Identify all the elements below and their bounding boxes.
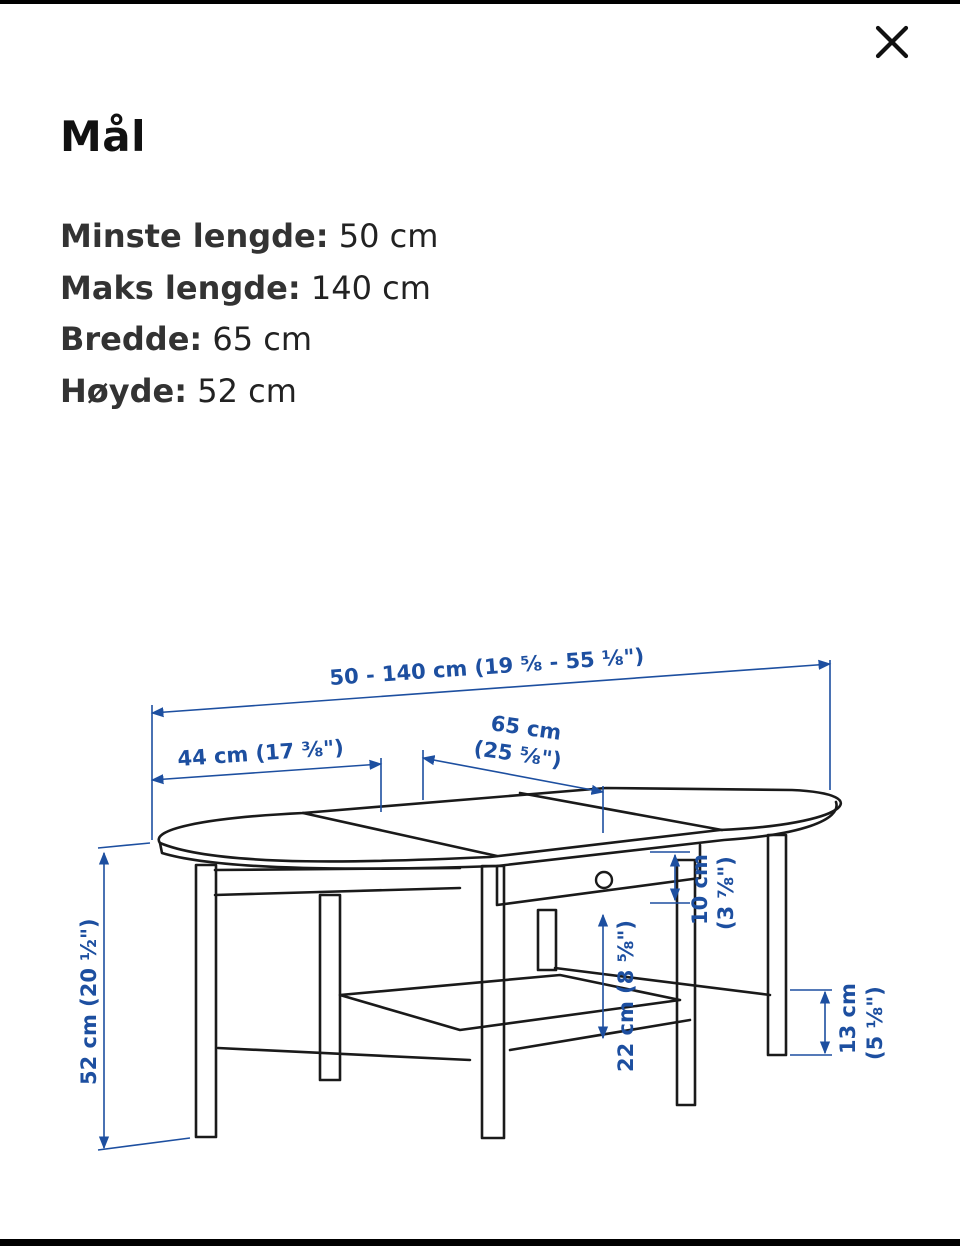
dimension-label: Høyde: — [60, 371, 188, 410]
clearance-in-label: (5 ⅛") — [863, 986, 887, 1060]
dimension-list — [60, 214, 438, 420]
leg — [768, 835, 786, 1055]
width-cm-label: 65 cm — [489, 711, 563, 745]
leg — [538, 910, 556, 970]
leg — [482, 866, 504, 1138]
table-dimension-diagram — [0, 620, 960, 1180]
dimension-height — [60, 369, 438, 421]
dimension-label: Bredde: — [60, 320, 203, 358]
dimension-label: Maks lengde: — [60, 268, 301, 307]
extension-line — [98, 843, 150, 848]
dimension-value: 140 cm — [310, 268, 431, 307]
dimension-value: 50 cm — [338, 217, 439, 255]
leaf-length-label: 44 cm (17 ⅜") — [176, 735, 345, 771]
page-title: Mål — [60, 112, 147, 161]
close-icon — [874, 24, 910, 60]
dimension-value: 65 cm — [212, 320, 313, 358]
shelf-cm-label: 22 cm (8 ⅝") — [614, 920, 638, 1072]
stretcher-front — [218, 1048, 470, 1060]
total-length-label: 50 - 140 cm (19 ⅝ - 55 ⅛") — [328, 644, 645, 690]
top-edge — [0, 0, 960, 4]
dimension-label: Minste lengde: — [60, 217, 329, 255]
drawer-cm-label: 10 cm — [688, 854, 712, 925]
leaf-seam-right — [520, 793, 722, 830]
drawer-knob — [596, 872, 612, 888]
dimension-value: 52 cm — [197, 371, 297, 410]
table-top-outline — [159, 788, 841, 861]
height-label: 52 cm (20 ½") — [77, 918, 101, 1085]
leg — [196, 865, 216, 1137]
clearance-cm-label: 13 cm — [836, 983, 860, 1054]
leaf-seam-left — [303, 813, 497, 856]
dimension-max-length — [60, 266, 438, 318]
extension-line — [98, 1138, 190, 1150]
dimension-width — [60, 317, 438, 369]
bottom-edge — [0, 1239, 960, 1246]
width-in-label: (25 ⅝") — [472, 736, 564, 773]
stretcher-right — [510, 1020, 690, 1050]
table-drawing — [159, 788, 841, 1138]
side-rail — [215, 868, 460, 870]
drawer-in-label: (3 ⅞") — [714, 856, 738, 930]
dimension-min-length — [60, 214, 438, 266]
close-button[interactable] — [866, 16, 918, 68]
